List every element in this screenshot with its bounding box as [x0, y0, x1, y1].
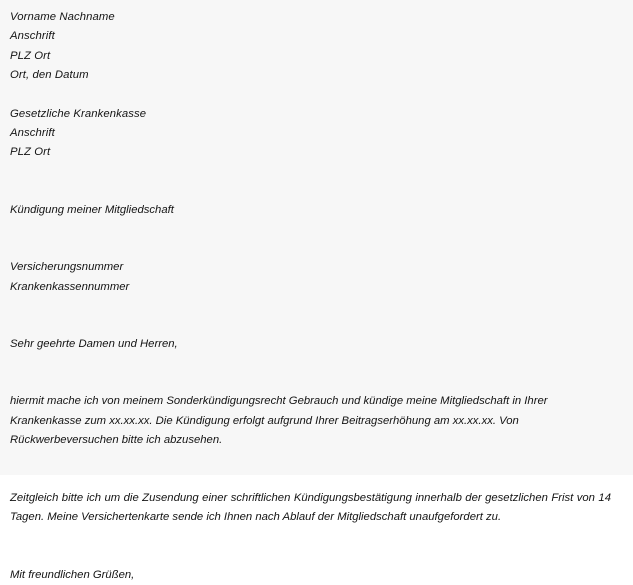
- spacer-after-recipient: [10, 163, 611, 182]
- spacer-after-sender: [10, 86, 611, 105]
- health-insurance-number: Krankenkassennummer: [10, 280, 130, 293]
- spacer-before-paragraph-2: [10, 470, 611, 489]
- paragraph-1: hiermit mache ich von meinem Sonderkündigungsrecht Gebrauch und kündige meine Mitgliedschaft in Ihrer Krankenkasse zum xx.xx.xx. Die Kündigung erfolgt aufgrund Ihrer Beitragserhöhung am xx.xx.xx. Von Rückwerbeversuchen bitte ich abzusehen.: [10, 395, 548, 447]
- spacer-after-reference: [10, 297, 611, 316]
- recipient-name: Gesetzliche Krankenkasse: [10, 107, 147, 120]
- recipient-address-block: [10, 105, 611, 163]
- place-and-date: Ort, den Datum: [10, 69, 89, 82]
- spacer-before-closing: [10, 528, 611, 547]
- recipient-city: PLZ Ort: [10, 146, 51, 159]
- spacer-before-subject: [10, 182, 611, 201]
- letter-body: [10, 8, 611, 585]
- spacer-after-salutation: [10, 354, 611, 373]
- closing-line: Mit freundlichen Grüßen,: [10, 568, 135, 581]
- spacer-before-reference: [10, 239, 611, 258]
- insurance-number: Versicherungsnummer: [10, 261, 124, 274]
- salutation: Sehr geehrte Damen und Herren,: [10, 338, 178, 351]
- spacer-before-salutation: [10, 316, 611, 335]
- spacer-after-subject: [10, 220, 611, 239]
- sender-city: PLZ Ort: [10, 49, 51, 62]
- spacer-before-paragraph-1: [10, 373, 611, 392]
- paragraph-2: Zeitgleich bitte ich um die Zusendung einer schriftlichen Kündigungsbestätigung innerhalb der gesetzlichen Frist von 14 Tagen. Meine Versichertenkarte sende ich Ihnen nach Ablauf der Mitgliedschaft unaufgefordert zu.: [10, 491, 611, 524]
- spacer-before-closing-2: [10, 547, 611, 566]
- spacer-between-paragraphs: [10, 451, 611, 470]
- sender-address-block: [10, 8, 611, 86]
- sender-street: Anschrift: [10, 30, 55, 43]
- sender-name: Vorname Nachname: [10, 11, 115, 23]
- recipient-street: Anschrift: [10, 127, 55, 140]
- subject-line: Kündigung meiner Mitgliedschaft: [10, 203, 174, 216]
- reference-block: [10, 258, 611, 297]
